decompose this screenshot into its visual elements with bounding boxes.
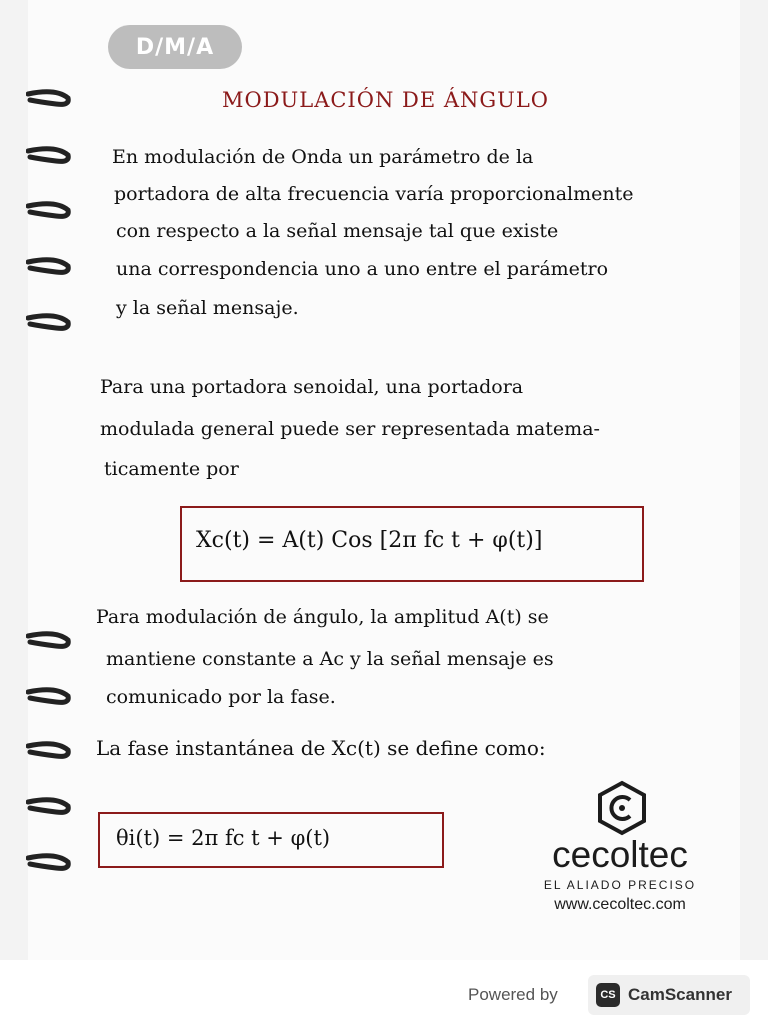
- cecoltec-hexagon-icon: [594, 780, 650, 836]
- paragraph-line: portadora de alta frecuencia varía proporcionalmente: [114, 183, 634, 205]
- spiral-ring-icon: [26, 686, 72, 708]
- spiral-ring-icon: [26, 740, 72, 762]
- paragraph-line: modulada general puede ser representada matema-: [100, 418, 600, 440]
- note-title: MODULACIÓN DE ÁNGULO: [222, 88, 550, 112]
- spiral-ring-icon: [26, 88, 72, 110]
- logo-url: www.cecoltec.com: [554, 896, 686, 913]
- spiral-ring-icon: [26, 852, 72, 874]
- logo-tagline: EL ALIADO PRECISO: [543, 878, 697, 892]
- spiral-ring-icon: [26, 630, 72, 652]
- powered-by-label: Powered by: [468, 985, 558, 1004]
- paragraph-line: ticamente por: [104, 458, 239, 480]
- date-badge: D/M/A: [108, 25, 242, 69]
- spiral-ring-icon: [26, 145, 72, 167]
- paragraph-line: y la señal mensaje.: [116, 297, 299, 319]
- camscanner-icon: CS: [596, 983, 620, 1007]
- cecoltec-logo: [520, 780, 730, 920]
- camscanner-label: CamScanner: [628, 985, 732, 1004]
- spiral-ring-icon: [26, 200, 72, 222]
- logo-name: cecoltec: [552, 834, 688, 875]
- paragraph-line: La fase instantánea de Xc(t) se define como:: [96, 736, 546, 760]
- paragraph-line: con respecto a la señal mensaje tal que existe: [116, 220, 559, 242]
- paragraph-line: Para modulación de ángulo, la amplitud A(t) se: [96, 606, 549, 628]
- paragraph-line: En modulación de Onda un parámetro de la: [112, 146, 534, 168]
- camscanner-badge[interactable]: [588, 975, 750, 1015]
- spiral-ring-icon: [26, 256, 72, 278]
- paragraph-line: mantiene constante a Ac y la señal mensaje es: [106, 648, 554, 670]
- phase-formula: θi(t) = 2π fc t + φ(t): [116, 826, 331, 850]
- carrier-formula: Xc(t) = A(t) Cos [2π fc t + φ(t)]: [196, 528, 543, 553]
- paragraph-line: comunicado por la fase.: [106, 686, 336, 708]
- paragraph-line: Para una portadora senoidal, una portadora: [100, 376, 524, 398]
- paragraph-line: una correspondencia uno a uno entre el parámetro: [116, 258, 609, 280]
- spiral-ring-icon: [26, 796, 72, 818]
- spiral-ring-icon: [26, 312, 72, 334]
